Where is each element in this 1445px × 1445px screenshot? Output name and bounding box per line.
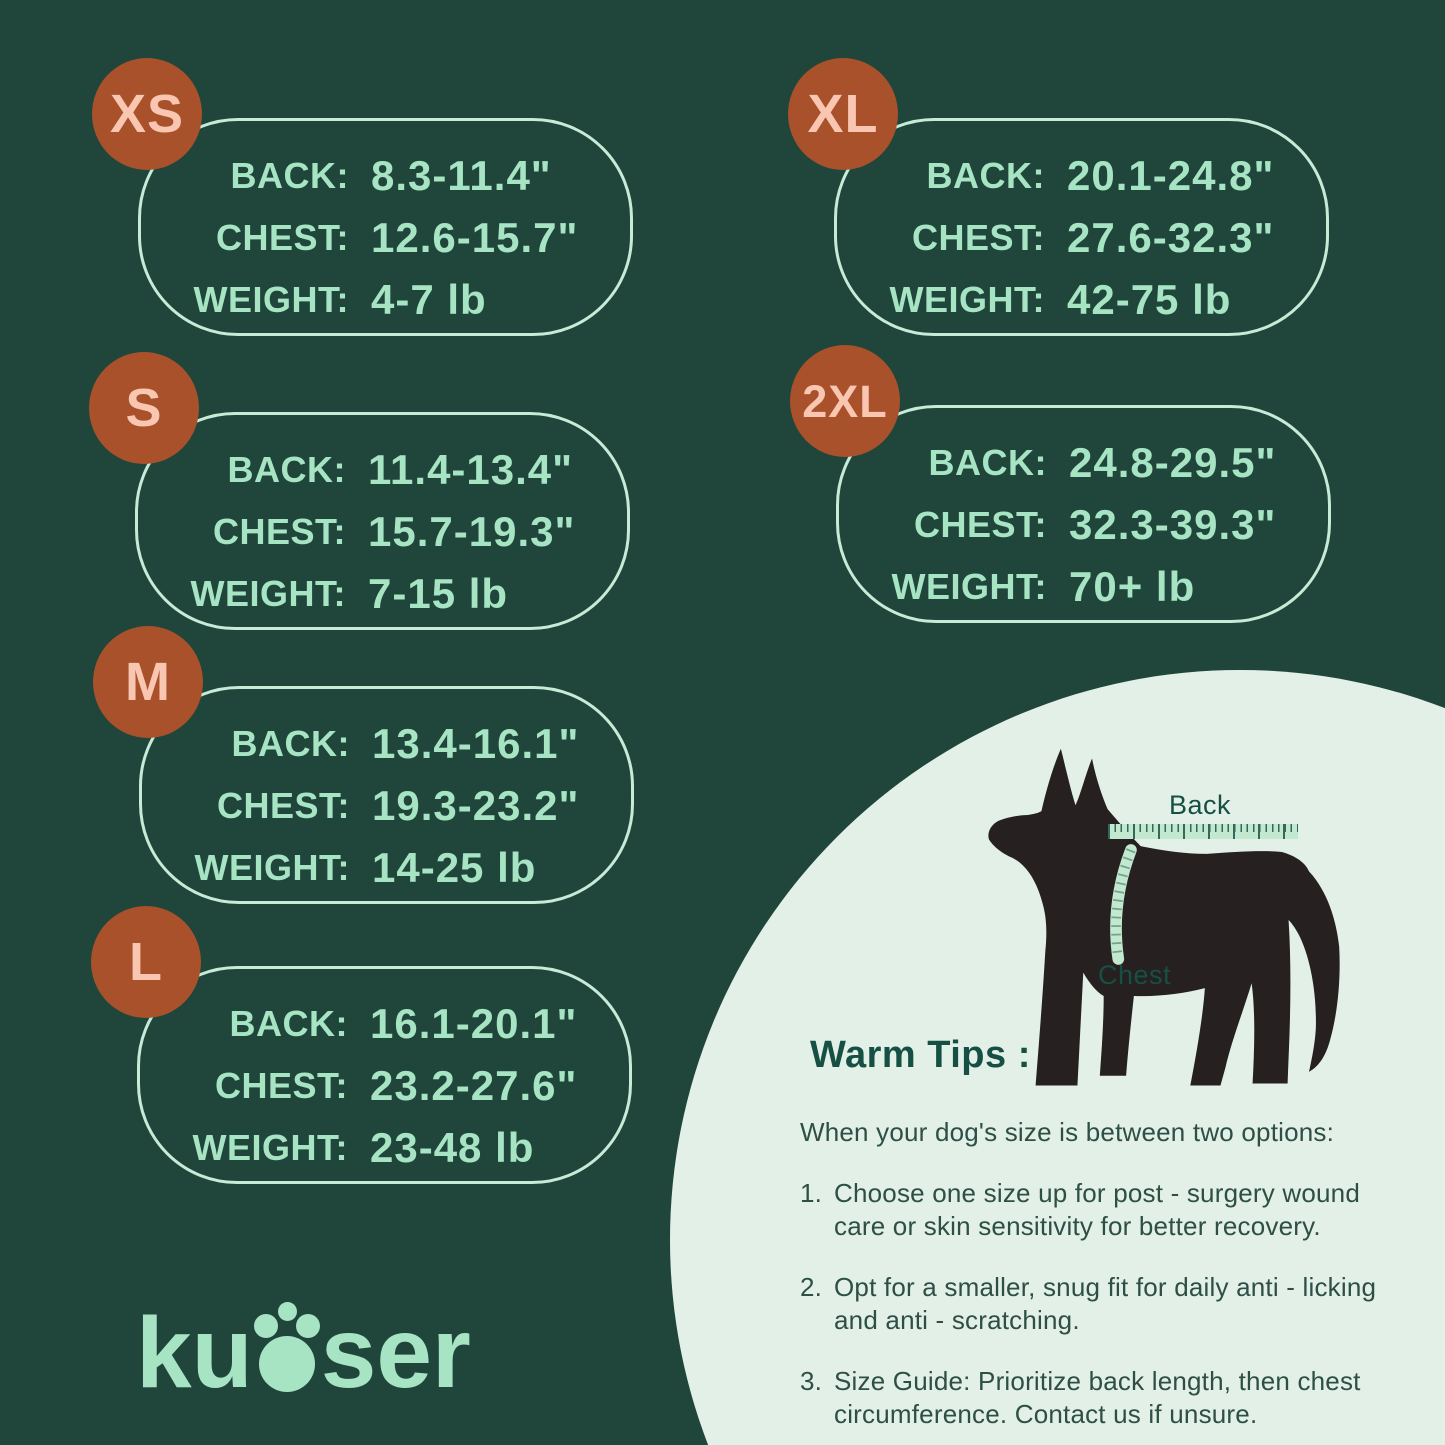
- tip-line: Choose one size up for post - surgery wound: [834, 1178, 1360, 1208]
- measure-label: CHEST:: [215, 217, 349, 258]
- size-panel-l: [137, 966, 632, 1184]
- size-panel-xs: [138, 118, 633, 336]
- size-badge-label: XS: [109, 84, 185, 144]
- back-measure-label: Back: [1168, 790, 1232, 820]
- size-card-s: [89, 352, 729, 642]
- tip-line: Opt for a smaller, snug fit for daily anti - licking: [834, 1272, 1377, 1302]
- measure-value: 14-25 lb: [372, 844, 537, 891]
- measure-value: 70+ lb: [1069, 563, 1196, 610]
- measure-value: 15.7-19.3": [368, 508, 576, 555]
- measure-label: CHEST:: [216, 785, 350, 826]
- measure-label: CHEST:: [913, 504, 1047, 545]
- logo-text-pre: ku: [136, 1297, 253, 1409]
- warm-tip-1: [800, 1177, 1430, 1243]
- kuoser-logo: [136, 1297, 471, 1409]
- size-badge-label: M: [125, 652, 171, 712]
- tip-text: [834, 1365, 1430, 1431]
- tip-number: 1.: [800, 1178, 823, 1208]
- measure-label: BACK:: [231, 723, 350, 764]
- measure-value: 27.6-32.3": [1067, 214, 1275, 261]
- measure-value: 23-48 lb: [370, 1124, 535, 1171]
- warm-tips-intro: When your dog's size is between two options:: [800, 1117, 1335, 1147]
- size-card-l: [91, 906, 731, 1196]
- back-ruler-icon: [1108, 824, 1298, 839]
- size-badge-l: [91, 906, 201, 1018]
- measure-label: WEIGHT:: [193, 279, 349, 320]
- measure-value: 23.2-27.6": [370, 1062, 578, 1109]
- size-badge-2xl: [790, 345, 900, 457]
- measure-value: 16.1-20.1": [370, 1000, 578, 1047]
- paw-toe-icon: [254, 1314, 278, 1338]
- size-card-m: [93, 626, 733, 916]
- size-badge-m: [93, 626, 203, 738]
- measure-value: 42-75 lb: [1067, 276, 1232, 323]
- tip-line: circumference. Contact us if unsure.: [834, 1399, 1258, 1429]
- measure-label: CHEST:: [214, 1065, 348, 1106]
- measure-label: WEIGHT:: [192, 1127, 348, 1168]
- tip-line: care or skin sensitivity for better recovery.: [834, 1211, 1321, 1241]
- size-badge-xl: [788, 58, 898, 170]
- measure-label: WEIGHT:: [891, 566, 1047, 607]
- measure-label: WEIGHT:: [190, 573, 346, 614]
- warm-tip-2: [800, 1271, 1430, 1337]
- measure-label: WEIGHT:: [194, 847, 350, 888]
- size-badge-label: L: [129, 932, 163, 992]
- paw-pad-icon: [259, 1336, 315, 1392]
- size-badge-label: XL: [807, 84, 879, 144]
- warm-tips-section: [800, 1032, 1430, 1431]
- size-badge-s: [89, 352, 199, 464]
- measure-label: BACK:: [229, 1003, 348, 1044]
- paw-toe-icon: [296, 1314, 320, 1338]
- tip-number: 3.: [800, 1366, 823, 1396]
- tip-text: [834, 1177, 1430, 1243]
- tip-line: and anti - scratching.: [834, 1305, 1080, 1335]
- tip-text: [834, 1271, 1430, 1337]
- measure-label: CHEST:: [911, 217, 1045, 258]
- measure-value: 20.1-24.8": [1067, 152, 1275, 199]
- size-badge-label: 2XL: [802, 375, 888, 427]
- measure-value: 24.8-29.5": [1069, 439, 1277, 486]
- size-panel-2xl: [836, 405, 1331, 623]
- paw-print-icon: [258, 1302, 316, 1392]
- measure-value: 19.3-23.2": [372, 782, 580, 829]
- measure-label: BACK:: [227, 449, 346, 490]
- measure-label: WEIGHT:: [889, 279, 1045, 320]
- measure-value: 11.4-13.4": [368, 446, 574, 493]
- measure-value: 12.6-15.7": [371, 214, 579, 261]
- tip-number: 2.: [800, 1272, 823, 1302]
- logo-text-post: ser: [320, 1297, 471, 1409]
- paw-toe-icon: [278, 1302, 297, 1321]
- size-card-2xl: [790, 345, 1430, 635]
- measure-label: BACK:: [926, 155, 1045, 196]
- measure-label: BACK:: [230, 155, 349, 196]
- measure-label: BACK:: [928, 442, 1047, 483]
- measure-label: CHEST:: [212, 511, 346, 552]
- chest-measure-label: Chest: [1098, 960, 1172, 990]
- measure-value: 32.3-39.3": [1069, 501, 1277, 548]
- tip-line: Size Guide: Prioritize back length, then chest: [834, 1366, 1361, 1396]
- size-panel-xl: [834, 118, 1329, 336]
- measure-value: 7-15 lb: [368, 570, 509, 617]
- size-card-xs: [92, 58, 732, 348]
- size-card-xl: [788, 58, 1428, 348]
- warm-tip-3: [800, 1365, 1430, 1431]
- size-panel-s: [135, 412, 630, 630]
- size-badge-xs: [92, 58, 202, 170]
- size-badge-label: S: [125, 378, 163, 438]
- warm-tips-heading: Warm Tips :: [810, 1034, 1031, 1076]
- measure-value: 4-7 lb: [371, 276, 487, 323]
- size-panel-m: [139, 686, 634, 904]
- measure-value: 13.4-16.1": [372, 720, 580, 767]
- measure-value: 8.3-11.4": [371, 152, 552, 199]
